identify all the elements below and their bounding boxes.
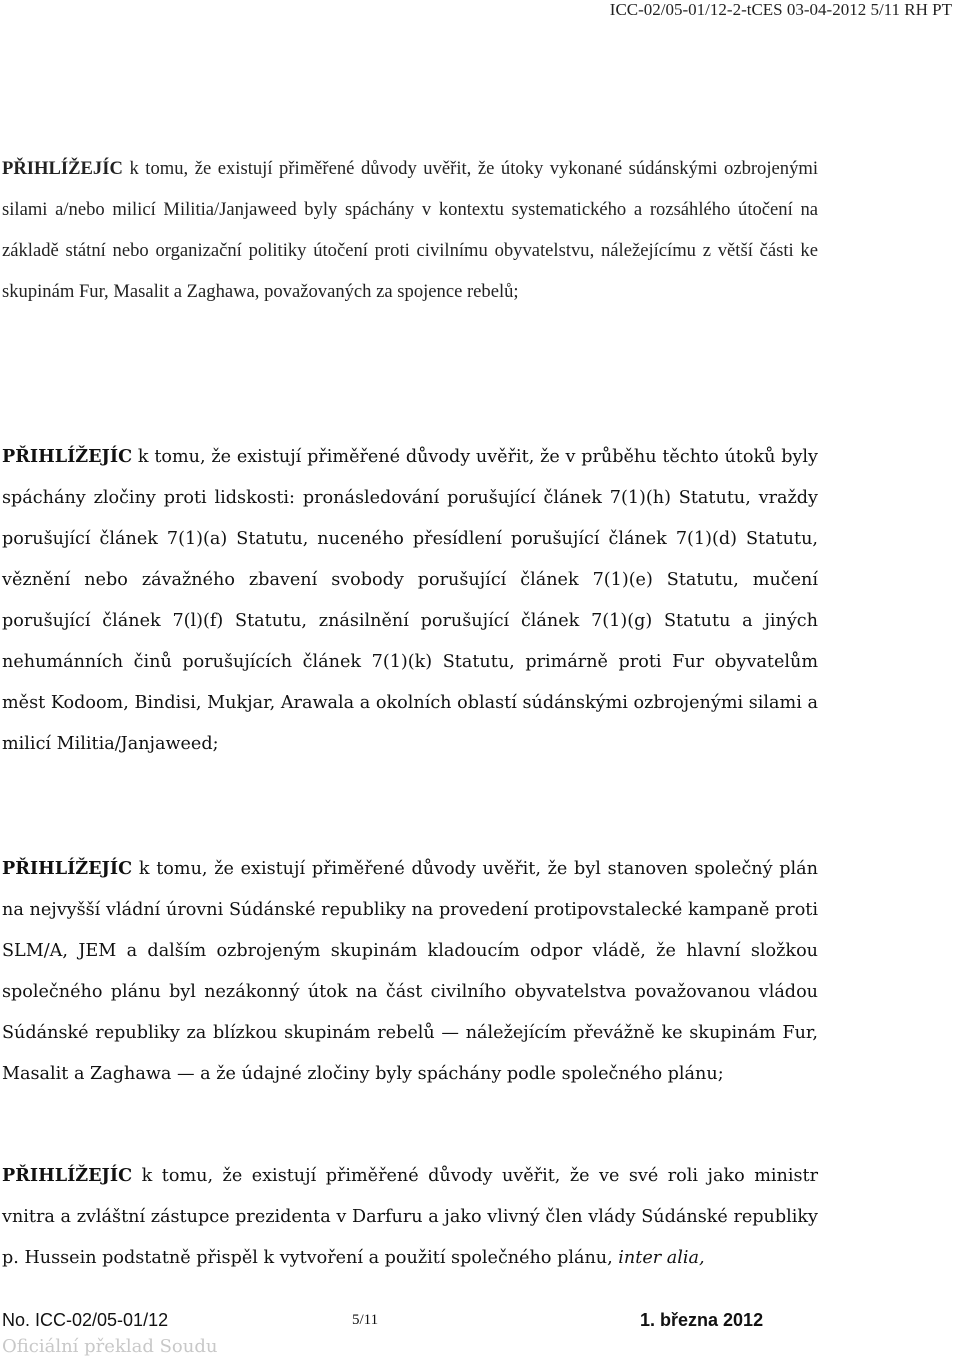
- paragraph-4: [2, 1155, 818, 1279]
- paragraph-3: [2, 848, 818, 1095]
- footer-page-number: 5/11: [352, 1312, 379, 1328]
- paragraph-text: k tomu, že existují přiměřené důvody uvěřit, že byl stanoven společný plán na nejvyšší vládní úrovni Súdánské republiky na provedení protipovstalecké kampaně proti SLM/A, JEM a dalším ozbrojeným skupinám kladoucím odpor vládě, že hlavní složkou společného plánu byl nezákonný útok na část civilního obyvatelstva považovanou vládou Súdánské republiky za blízkou skupinám rebelů — náležejícím převážně ke skupinám Fur, Masalit a Zaghawa — a že údajné zločiny byly spáchány podle společného plánu;: [2, 859, 818, 1084]
- paragraph-lead: PŘIHLÍŽEJÍC: [2, 858, 133, 879]
- paragraph-lead: PŘIHLÍŽEJÍC: [2, 1165, 133, 1186]
- paragraph-1: [2, 148, 818, 312]
- footer-date: 1. března 2012: [640, 1310, 764, 1330]
- footer-case-number: No. ICC-02/05-01/12: [2, 1310, 169, 1330]
- paragraph-lead: PŘIHLÍŽEJÍC: [2, 158, 123, 179]
- paragraph-lead: PŘIHLÍŽEJÍC: [2, 446, 133, 467]
- paragraph-text: k tomu, že existují přiměřené důvody uvěřit, že útoky vykonané súdánskými ozbrojenými silami a/nebo milicí Militia/Janjaweed byly spáchány v kontextu systematického a rozsáhlého útočení na základě státní nebo organizační politiky útočení proti civilnímu obyvatelstvu, náležejícímu z větší části ke skupinám Fur, Masalit a Zaghawa, považovaných za spojence rebelů;: [2, 158, 818, 302]
- document-header-reference: ICC-02/05-01/12-2-tCES 03-04-2012 5/11 RH PT: [609, 0, 952, 19]
- paragraph-2: [2, 436, 818, 765]
- footer-official-translation-note: Oficiální překlad Soudu: [2, 1336, 218, 1357]
- paragraph-italic-tail: inter alia,: [618, 1248, 705, 1268]
- paragraph-text: k tomu, že existují přiměřené důvody uvěřit, že v průběhu těchto útoků byly spáchány zločiny proti lidskosti: pronásledování porušující článek 7(1)(h) Statutu, vraždy porušující článek 7(1)(a) Statutu, nuceného přesídlení porušující článek 7(1)(d) Statutu, věznění nebo závažného zbavení svobody porušující článek 7(1)(e) Statutu, mučení porušující článek 7(l)(f) Statutu, znásilnění porušující článek 7(1)(g) Statutu a jiných nehumánních činů porušujících článek 7(1)(k) Statutu, primárně proti Fur obyvatelům měst Kodoom, Bindisi, Mukjar, Arawala a okolních oblastí súdánskými ozbrojenými silami a milicí Militia/Janjaweed;: [2, 447, 818, 754]
- paragraph-text: k tomu, že existují přiměřené důvody uvěřit, že ve své roli jako ministr vnitra a zvláštní zástupce prezidenta v Darfuru a jako vlivný člen vlády Súdánské republiky p. Hussein podstatně přispěl k vytvoření a použití společného plánu,: [2, 1166, 818, 1268]
